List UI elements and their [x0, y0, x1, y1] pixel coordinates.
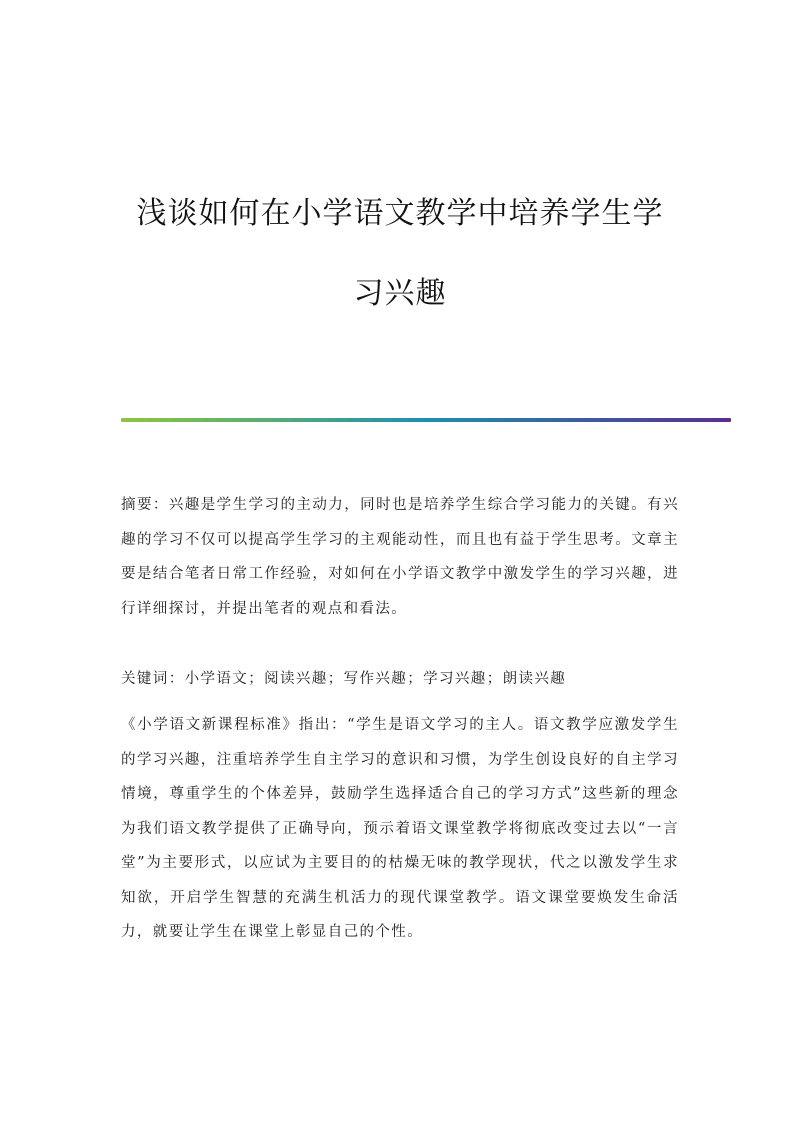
body-paragraph-1: 《小学语文新课程标准》指出：“学生是语文学习的主人。语文教学应激发学生的学习兴趣，注重培养学生自主学习的意识和习惯，为学生创设良好的自主学习情境，尊重学生的个体差异，鼓励学生选择适合自己的学习方式”这些新的理念为我们语文教学提供了正确导向，预示着语文课堂教学将彻底改变过去以“一言堂”为主要形式，以应试为主要目的的枯燥无味的教学现状，代之以激发学生求知欲，开启学生智慧的充满生机活力的现代课堂教学。语文课堂要焕发生命活力，就要让学生在课堂上彰显自己的个性。	[121, 717, 679, 940]
abstract-paragraph	[121, 488, 679, 626]
document-title-line-2: 习兴趣	[353, 276, 447, 311]
title-divider-bar	[121, 418, 731, 422]
keywords-label: 关键词：	[121, 671, 185, 687]
document-title-line-1: 浅谈如何在小学语文教学中培养学生学	[136, 196, 664, 231]
abstract-label: 摘要：	[121, 497, 169, 513]
abstract-text: 兴趣是学生学习的主动力，同时也是培养学生综合学习能力的关键。有兴趣的学习不仅可以提高学生学习的主观能动性，而且也有益于学生思考。文章主要是结合笔者日常工作经验，对如何在小学语文教学中激发学生的学习兴趣，进行详细探讨，并提出笔者的观点和看法。	[121, 497, 680, 617]
keywords-text: 小学语文；阅读兴趣；写作兴趣；学习兴趣；朗读兴趣	[184, 671, 567, 687]
keywords-paragraph	[121, 662, 679, 697]
